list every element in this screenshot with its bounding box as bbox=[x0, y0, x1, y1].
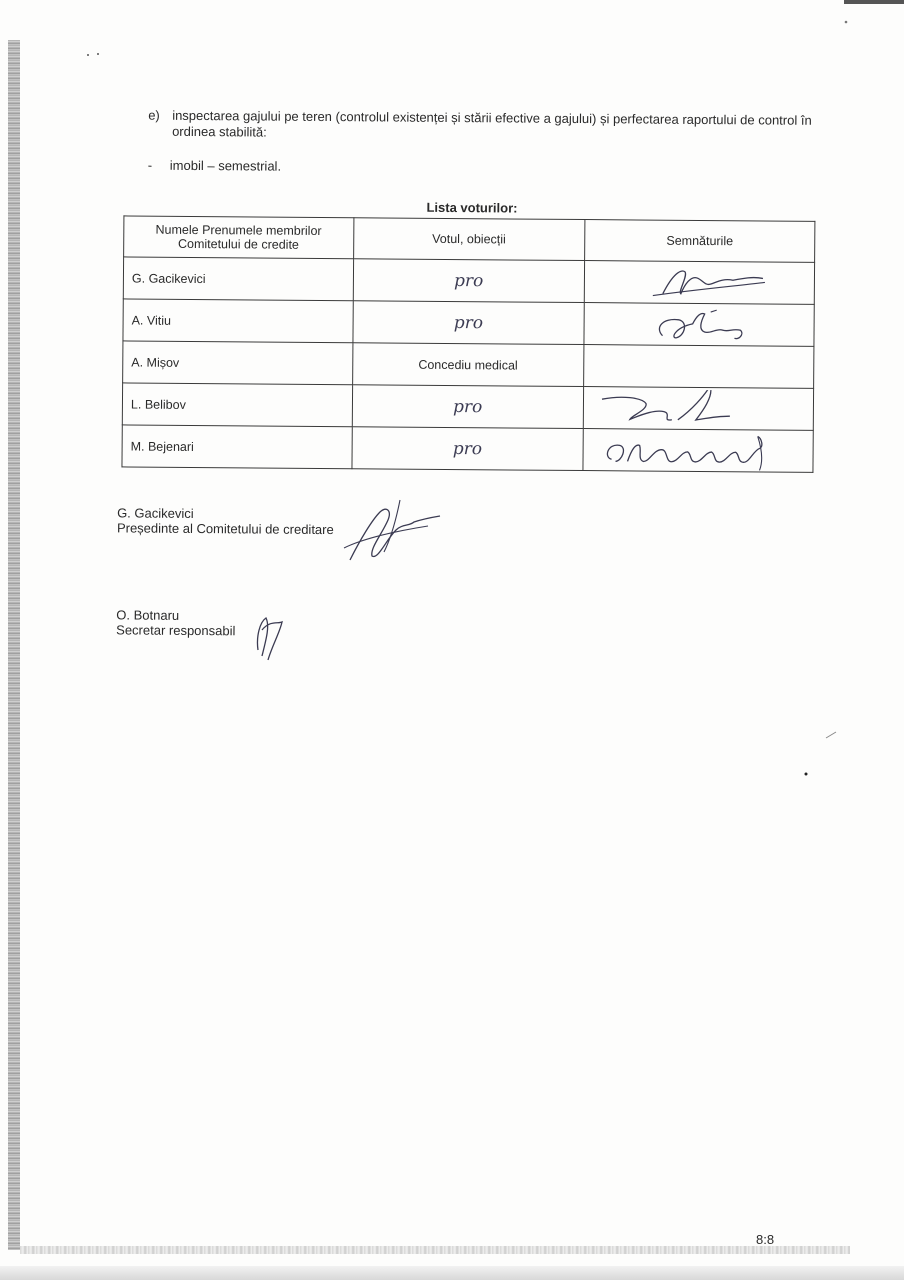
member-name: M. Bejenari bbox=[122, 425, 352, 469]
vote-text: Concediu medical bbox=[352, 343, 584, 387]
member-name: L. Belibov bbox=[122, 383, 352, 427]
member-name: A. Mișov bbox=[123, 341, 353, 385]
secretary-name: O. Botnaru bbox=[116, 607, 180, 623]
header-vote: Votul, obiecții bbox=[353, 218, 585, 261]
signature-secretary bbox=[257, 618, 282, 660]
header-signatures: Semnăturile bbox=[585, 220, 815, 263]
secretary-title: Secretar responsabil bbox=[116, 622, 236, 639]
member-name: G. Gacikevici bbox=[123, 257, 353, 301]
vote-handwritten: pro bbox=[352, 385, 584, 429]
scan-specks bbox=[87, 21, 847, 776]
president-name: G. Gacikevici bbox=[117, 505, 194, 521]
item-e-marker: e) bbox=[148, 107, 160, 123]
president-title: Președinte al Comitetului de creditare bbox=[116, 520, 334, 538]
votes-table-title: Lista voturilor: bbox=[426, 199, 518, 216]
vote-handwritten: pro bbox=[352, 301, 584, 345]
bullet-text: imobil – semestrial. bbox=[169, 157, 282, 174]
vote-handwritten: pro bbox=[351, 427, 583, 471]
page-number: 8:8 bbox=[756, 1232, 775, 1247]
member-name: A. Vitiu bbox=[123, 299, 353, 343]
item-e-text: inspectarea gajului pe teren (controlul existenței și stării efective a gajului) și perfectarea raportului de control în ordinea stabilită: bbox=[172, 107, 812, 140]
vote-handwritten: pro bbox=[353, 259, 585, 303]
signature-president bbox=[344, 500, 440, 560]
header-members: Numele Prenumele membrilor Comitetului de credite bbox=[124, 216, 354, 259]
bullet-dash: - bbox=[147, 157, 153, 173]
